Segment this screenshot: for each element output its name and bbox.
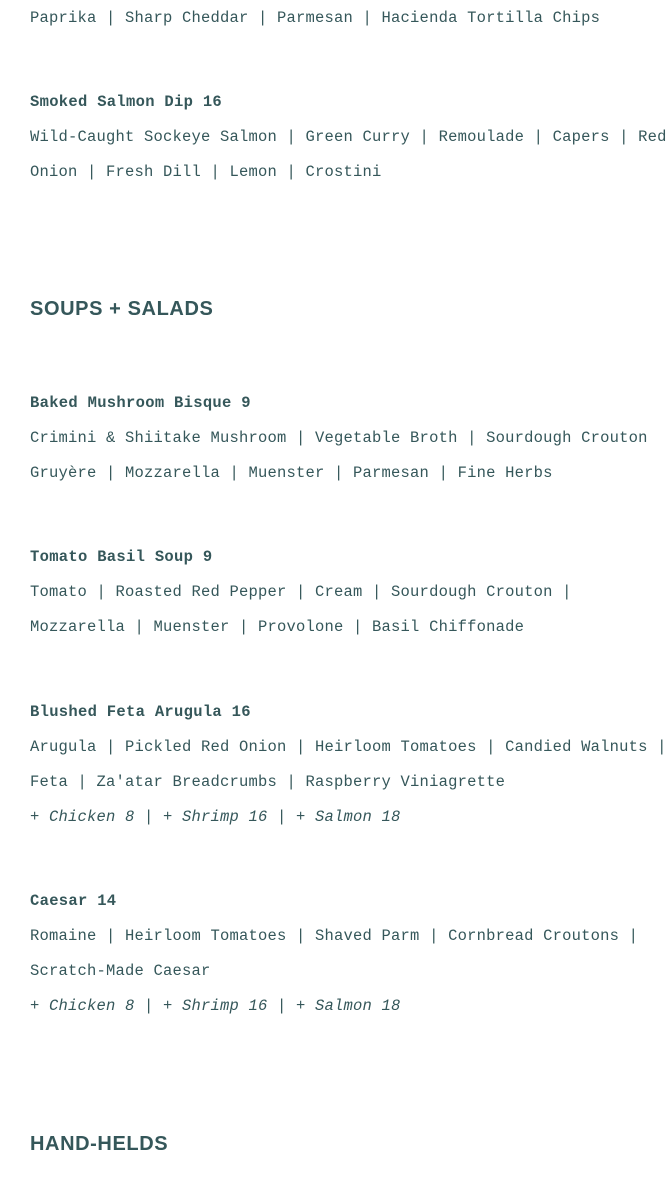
menu-item-description: Romaine | Heirloom Tomatoes | Shaved Parm | Cornbread Croutons | <box>30 927 639 945</box>
menu-item-addons: + Chicken 8 | + Shrimp 16 | + Salmon 18 <box>30 997 401 1015</box>
menu-item-description: Tomato | Roasted Red Pepper | Cream | Sourdough Crouton | <box>30 583 572 601</box>
section-heading-soups-salads: SOUPS + SALADS <box>30 298 214 320</box>
menu-item-description: Scratch-Made Caesar <box>30 962 211 980</box>
menu-item-description: Arugula | Pickled Red Onion | Heirloom Tomatoes | Candied Walnuts | <box>30 738 667 756</box>
menu-item-description: Wild-Caught Sockeye Salmon | Green Curry | Remoulade | Capers | Red <box>30 128 667 146</box>
menu-item-description: Mozzarella | Muenster | Provolone | Basil Chiffonade <box>30 618 525 636</box>
menu-item-title: Tomato Basil Soup 9 <box>30 548 213 566</box>
menu-item-description: Feta | Za'atar Breadcrumbs | Raspberry Viniagrette <box>30 773 506 791</box>
menu-item-title: Caesar 14 <box>30 892 117 910</box>
menu-item-title: Baked Mushroom Bisque 9 <box>30 394 251 412</box>
menu-item-title: Smoked Salmon Dip 16 <box>30 93 223 111</box>
menu-item-description: Onion | Fresh Dill | Lemon | Crostini <box>30 163 382 181</box>
menu-item-addons: + Chicken 8 | + Shrimp 16 | + Salmon 18 <box>30 808 401 826</box>
menu-item-title: Blushed Feta Arugula 16 <box>30 703 251 721</box>
menu-item-description: Gruyère | Mozzarella | Muenster | Parmesan | Fine Herbs <box>30 464 553 482</box>
section-heading-hand-helds: HAND-HELDS <box>30 1133 169 1155</box>
menu-item-description: Crimini & Shiitake Mushroom | Vegetable Broth | Sourdough Crouton <box>30 429 648 447</box>
previous-item-description: Paprika | Sharp Cheddar | Parmesan | Hacienda Tortilla Chips <box>30 9 601 27</box>
